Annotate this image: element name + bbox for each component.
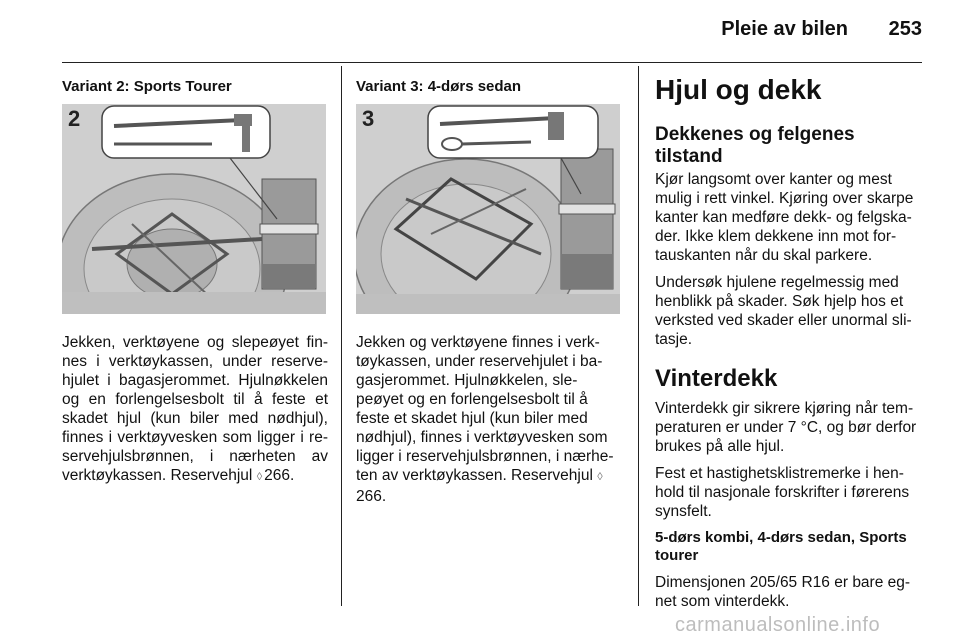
left-column	[62, 78, 328, 95]
left-page-reference[interactable]: 266.	[264, 467, 295, 484]
page-reference-icon: ◊	[256, 471, 263, 483]
right-column	[655, 74, 921, 611]
middle-paragraph-text: Jekken og verktøyene finnes i verk-tøykassen, under reservehjulet i ba-gasjerommet. Hjulnøkkelen, sle-peøyet og en forlengelsesbolt til å feste et skadet hjul (kun biler med nødhjul), finnes i verktøyvesken som ligger i reservehjulsbrønnen, i nærhe-ten av verktøykassen. Reservehjul	[356, 334, 614, 484]
page-reference-icon: ◊	[597, 471, 603, 483]
tire-condition-text-2: Undersøk hjulene regelmessig med henblikk på skader. Søk hjelp hos et verksted ved skader eller unormal sli-tasje.	[655, 274, 912, 348]
watermark: carmanualsonline.info	[675, 614, 881, 636]
tire-condition-heading: Dekkenes og felgenes tilstand	[655, 124, 855, 167]
figure-number: 3	[362, 106, 375, 131]
section-title: Hjul og dekk	[655, 74, 822, 105]
page-number: 253	[888, 18, 922, 40]
column-divider-right	[638, 66, 639, 606]
winter-tires-heading: Vinterdekk	[655, 365, 778, 392]
column-divider-left	[341, 66, 342, 606]
figure-number: 2	[68, 106, 81, 131]
middle-paragraph	[356, 333, 624, 506]
left-variant-heading: Variant 2: Sports Tourer	[62, 78, 232, 95]
middle-page-reference[interactable]: 266.	[356, 488, 387, 505]
winter-tires-text-2: Fest et hastighetsklistremerke i hen-hold til nasjonale forskrifter i førerens synsfelt.	[655, 465, 910, 520]
winter-tires-text-1: Vinterdekk gir sikrere kjøring når tem-peraturen er under 7 °C, og bør derfor brukes på alle hjul.	[655, 400, 917, 455]
vehicle-variants-subheading: 5-dørs kombi, 4-dørs sedan, Sports tourer	[655, 529, 907, 564]
tire-condition-text-1: Kjør langsomt over kanter og mest mulig i rett vinkel. Kjøring over skarpe kanter kan medføre dekk- og felgska-der. Ikke klem dekkene inn mot for-tauskanten når du skal parkere.	[655, 171, 914, 264]
header-divider	[62, 62, 922, 63]
spare-wheel-toolkit-illustration-sedan	[356, 104, 620, 314]
left-figure	[62, 104, 326, 314]
middle-figure	[356, 104, 620, 314]
middle-variant-heading: Variant 3: 4-dørs sedan	[356, 78, 522, 95]
spare-wheel-toolkit-illustration-sports-tourer	[62, 104, 326, 314]
left-paragraph	[62, 333, 328, 487]
left-paragraph-text: Jekken, verktøyene og slepeøyet fin-nes i verktøykassen, under reserve-hjulet i bagasjerommet. Hjulnøkkelen og en forlengelsesbolt til å feste et skadet hjul (kun biler med nødhjul), finnes i verktøyvesken som ligger i re-servehjulsbrønnen, i nærheten av verktøykassen. Reservehjul	[62, 334, 328, 484]
left-text	[62, 333, 328, 487]
winter-tires-text-3: Dimensjonen 205/65 R16 er bare eg-net som vinterdekk.	[655, 574, 911, 610]
middle-text	[356, 333, 624, 506]
page-header-title: Pleie av bilen	[721, 18, 848, 40]
middle-column	[356, 78, 624, 95]
